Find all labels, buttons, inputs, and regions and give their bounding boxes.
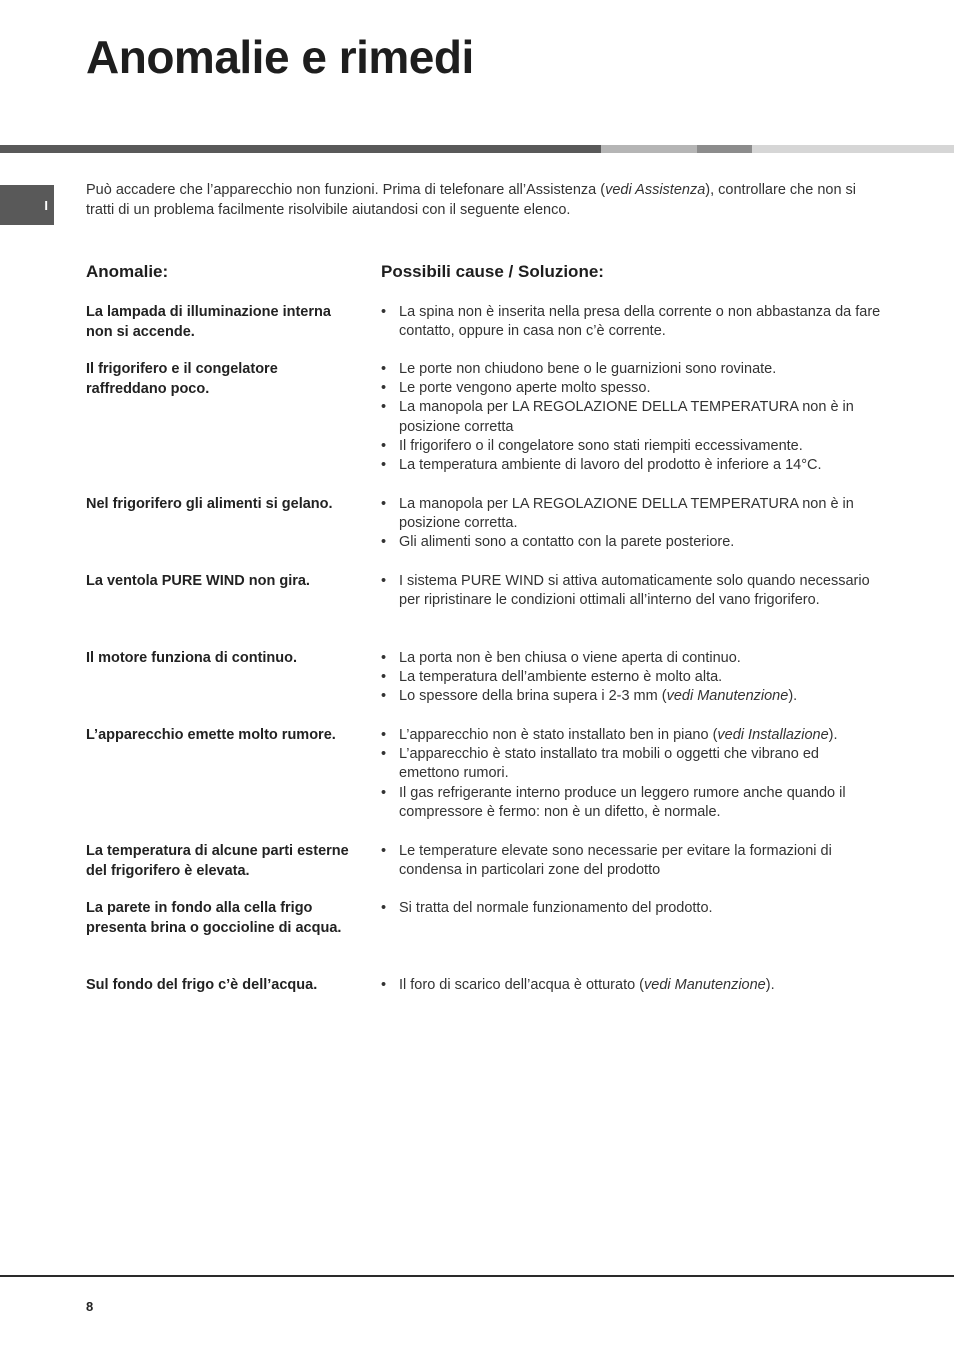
cause-text: Il gas refrigerante interno produce un leggero rumore anche quando il compressore è fermo: non è un difetto, è normale. bbox=[399, 784, 846, 820]
causes-list bbox=[381, 572, 881, 610]
bullet-icon: • bbox=[381, 534, 387, 551]
cause-text-end: ). bbox=[828, 727, 838, 743]
cause-reference: vedi Installazione bbox=[717, 727, 829, 743]
problem-label: Sul fondo del frigo c’è dell’acqua. bbox=[86, 977, 318, 993]
cause-text: La porta non è ben chiusa o viene aperta di continuo. bbox=[399, 650, 741, 666]
header-bar-dark bbox=[0, 145, 601, 153]
causes-list bbox=[381, 303, 881, 341]
intro-reference: vedi Assistenza bbox=[605, 182, 706, 198]
problem-label: Il motore funziona di continuo. bbox=[86, 650, 298, 666]
cause-text: Le porte vengono aperte molto spesso. bbox=[399, 380, 651, 397]
bullet-icon: • bbox=[381, 496, 387, 512]
cause-item bbox=[381, 726, 881, 745]
page-number: 8 bbox=[86, 1299, 94, 1314]
bullet-icon: • bbox=[381, 304, 387, 320]
bullet-icon: • bbox=[381, 669, 387, 686]
bullet-icon: • bbox=[381, 437, 387, 454]
cause-item bbox=[381, 495, 881, 533]
cause-text: La temperatura ambiente di lavoro del prodotto è inferiore a 14°C. bbox=[399, 457, 822, 474]
cause-text: Le porte non chiudono bene o le guarnizioni sono rovinate. bbox=[399, 361, 777, 377]
cause-item bbox=[381, 572, 881, 610]
cause-text: Il foro di scarico dell’acqua è otturato ( bbox=[399, 977, 645, 993]
cause-item bbox=[381, 976, 881, 995]
problem-label: La ventola PURE WIND non gira. bbox=[86, 573, 310, 589]
causes-list bbox=[381, 649, 881, 707]
problems-column-header: Anomalie: bbox=[86, 262, 169, 281]
intro-text-end: ), controllare che non si tratti di un problema facilmente risolvibile aiutandosi con il seguente elenco. bbox=[86, 182, 857, 218]
cause-text-end: ). bbox=[765, 977, 775, 993]
causes-list bbox=[381, 360, 881, 475]
cause-text: I sistema PURE WIND si attiva automaticamente solo quando necessario per ripristinare le condizioni ottimali all’interno del vano frigorifero. bbox=[399, 573, 870, 609]
cause-item bbox=[381, 437, 881, 456]
cause-item bbox=[381, 649, 881, 668]
cause-text: La manopola per LA REGOLAZIONE DELLA TEMPERATURA non è in posizione corretta. bbox=[399, 496, 854, 532]
cause-text: L’apparecchio non è stato installato ben in piano ( bbox=[399, 727, 718, 743]
bullet-icon: • bbox=[381, 746, 387, 763]
cause-text: La temperatura dell’ambiente esterno è molto alta. bbox=[399, 669, 723, 686]
bullet-icon: • bbox=[381, 361, 387, 377]
problem-label: La parete in fondo alla cella frigo presenta brina o goccioline di acqua. bbox=[86, 900, 342, 936]
cause-item bbox=[381, 745, 881, 783]
problem-label: La temperatura di alcune parti esterne del frigorifero è elevata. bbox=[86, 843, 349, 879]
cause-item bbox=[381, 303, 881, 341]
page-title: Anomalie e rimedi bbox=[86, 31, 474, 83]
causes-list bbox=[381, 899, 881, 918]
causes-column-header: Possibili cause / Soluzione: bbox=[381, 262, 604, 281]
bullet-icon: • bbox=[381, 784, 387, 801]
cause-text: Si tratta del normale funzionamento del prodotto. bbox=[399, 900, 713, 916]
language-tab: I bbox=[0, 185, 54, 225]
bullet-icon: • bbox=[381, 457, 387, 474]
problem-label: Il frigorifero e il congelatore raffreddano poco. bbox=[86, 361, 278, 397]
cause-item bbox=[381, 398, 881, 436]
cause-item bbox=[381, 842, 881, 880]
bullet-icon: • bbox=[381, 688, 387, 705]
bullet-icon: • bbox=[381, 380, 387, 397]
cause-text: La manopola per LA REGOLAZIONE DELLA TEMPERATURA non è in posizione corretta bbox=[399, 399, 854, 435]
header-bar-mid bbox=[697, 145, 752, 153]
cause-reference: vedi Manutenzione bbox=[644, 977, 766, 993]
cause-item bbox=[381, 687, 881, 706]
bullet-icon: • bbox=[381, 843, 387, 859]
causes-list bbox=[381, 842, 881, 880]
cause-text-end: ). bbox=[788, 688, 798, 705]
bullet-icon: • bbox=[381, 977, 387, 993]
header-bar-pale bbox=[752, 145, 954, 153]
cause-item bbox=[381, 360, 881, 379]
cause-item bbox=[381, 456, 881, 475]
footer-rule bbox=[0, 1275, 954, 1277]
cause-text: Il frigorifero o il congelatore sono stati riempiti eccessivamente. bbox=[399, 437, 803, 454]
bullet-icon: • bbox=[381, 727, 387, 743]
intro-text: Può accadere che l’apparecchio non funzioni. Prima di telefonare all’Assistenza ( bbox=[86, 182, 606, 198]
bullet-icon: • bbox=[381, 900, 387, 916]
causes-list bbox=[381, 726, 881, 822]
cause-item bbox=[381, 379, 881, 398]
problem-label: Nel frigorifero gli alimenti si gelano. bbox=[86, 496, 333, 512]
cause-text: L’apparecchio è stato installato tra mobili o oggetti che vibrano ed emettono rumori. bbox=[399, 746, 819, 782]
cause-text: La spina non è inserita nella presa della corrente o non abbastanza da fare contatto, oppure in casa non c’è corrente. bbox=[399, 304, 881, 340]
cause-text: Le temperature elevate sono necessarie per evitare la formazioni di condensa in particolari zone del prodotto bbox=[399, 843, 832, 879]
causes-list bbox=[381, 976, 881, 995]
bullet-icon: • bbox=[381, 573, 387, 589]
cause-text: Gli alimenti sono a contatto con la parete posteriore. bbox=[399, 534, 735, 551]
intro-paragraph bbox=[86, 181, 866, 220]
cause-reference: vedi Manutenzione bbox=[666, 688, 789, 705]
bullet-icon: • bbox=[381, 650, 387, 666]
cause-text: Lo spessore della brina supera i 2-3 mm ( bbox=[399, 688, 667, 705]
causes-list bbox=[381, 495, 881, 553]
cause-item bbox=[381, 668, 881, 687]
cause-item bbox=[381, 899, 881, 918]
cause-item bbox=[381, 533, 881, 552]
problem-label: La lampada di illuminazione interna non si accende. bbox=[86, 304, 331, 340]
header-bar-light bbox=[601, 145, 697, 153]
problem-label: L’apparecchio emette molto rumore. bbox=[86, 727, 336, 743]
cause-item bbox=[381, 784, 881, 822]
bullet-icon: • bbox=[381, 399, 387, 416]
